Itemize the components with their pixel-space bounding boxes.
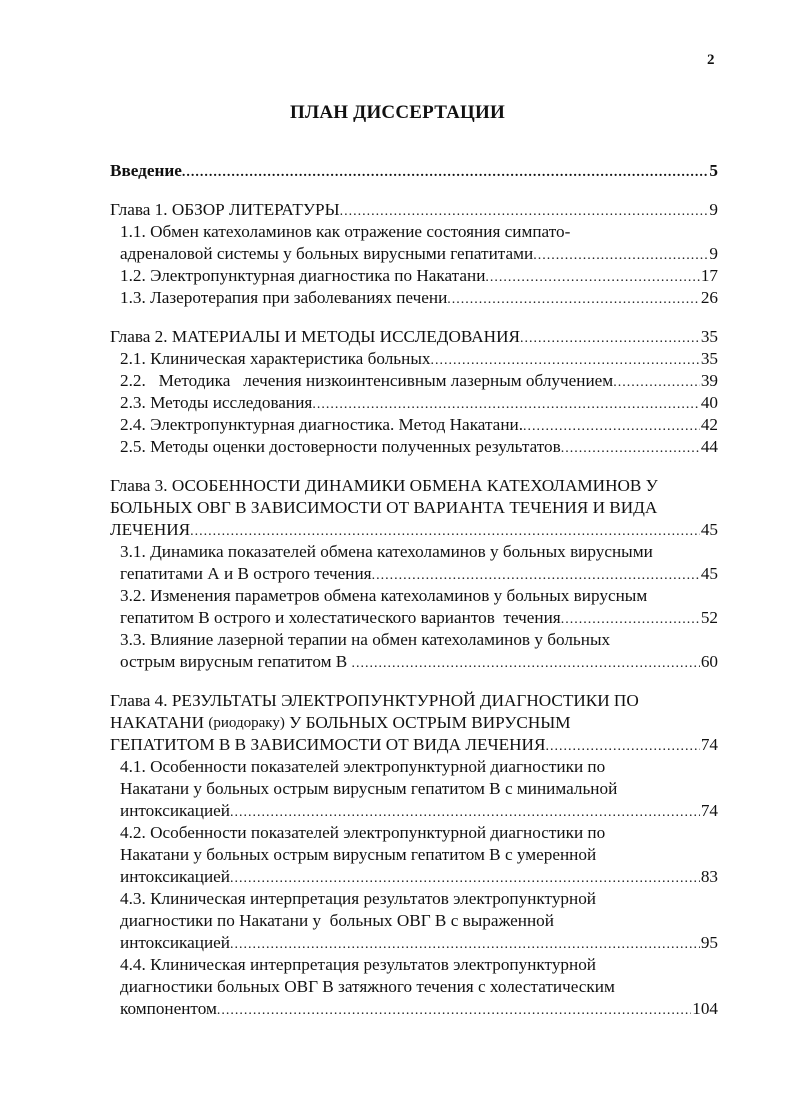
toc-entry-4-2-end [110, 866, 718, 888]
toc-page-number: 83 [700, 867, 718, 886]
toc-entry-4-3-end [110, 932, 718, 954]
dot-leader [561, 611, 700, 629]
toc-chapter-1 [110, 199, 718, 309]
dot-leader [312, 396, 699, 414]
dot-leader [485, 269, 699, 287]
toc-entry-label: 1.3. Лазеротерапия при заболеваниях печени [120, 288, 448, 307]
toc-entry-4-1 [110, 756, 718, 778]
toc-entry-note: (риодораку) [208, 715, 285, 731]
toc-entry-3-2 [110, 585, 718, 607]
chapter-3-heading [110, 475, 718, 497]
toc-page-number: 60 [700, 652, 718, 671]
toc-entry-label: Введение [110, 161, 182, 180]
toc-page-number: 74 [700, 735, 718, 754]
toc-entry-label: компонентом [120, 999, 217, 1018]
toc-entry-intro [110, 160, 718, 182]
toc-entry-3-2-cont [110, 607, 718, 629]
toc-entry-label: гепатитом В острого и холестатического вариантов течения [120, 608, 561, 627]
toc-entry-4-4-end [110, 998, 718, 1020]
toc-entry-label: 4.1. Особенности показателей электропунктурной диагностики по [120, 757, 606, 776]
toc-entry-3-1-cont [110, 563, 718, 585]
dot-leader [340, 203, 709, 221]
toc-entry-3-1 [110, 541, 718, 563]
toc-entry-2-3 [110, 392, 718, 414]
toc-entry-4-4-cont [110, 976, 718, 998]
toc-entry-1-3 [110, 287, 718, 309]
toc-page-number: 44 [700, 437, 718, 456]
table-of-contents [110, 160, 718, 1037]
toc-chapter-4 [110, 690, 718, 1020]
toc-entry-label: 3.3. Влияние лазерной терапии на обмен катехоламинов у больных [120, 630, 611, 649]
toc-entry-label: Накатани у больных острым вирусным гепатитом В с минимальной [120, 779, 618, 798]
toc-entry-label: 2.1. Клиническая характеристика больных [120, 349, 431, 368]
toc-page-number: 35 [700, 349, 718, 368]
toc-entry-label: Глава 4. РЕЗУЛЬТАТЫ ЭЛЕКТРОПУНКТУРНОЙ ДИАГНОСТИКИ ПО [110, 691, 639, 710]
toc-page-number: 9 [709, 244, 718, 263]
toc-entry-label: диагностики больных ОВГ В затяжного течения с холестатическим [120, 977, 615, 996]
toc-page-number: 74 [700, 801, 718, 820]
toc-entry-label: 4.2. Особенности показателей электропунктурной диагностики по [120, 823, 606, 842]
toc-chapter-2 [110, 326, 718, 458]
toc-page-number: 45 [700, 520, 718, 539]
toc-page-number: 104 [692, 999, 718, 1018]
dot-leader [352, 655, 700, 673]
dot-leader [230, 804, 700, 822]
dot-leader [561, 440, 700, 458]
dot-leader [447, 291, 700, 309]
dot-leader [182, 164, 709, 182]
toc-page-number: 26 [700, 288, 718, 307]
toc-entry-label: 2.2. Методика лечения низкоинтенсивным лазерным облучением [120, 371, 614, 390]
toc-entry-label: 1.2. Электропунктурная диагностика по Накатани [120, 266, 486, 285]
toc-entry-label: острым вирусным гепатитом В [120, 652, 352, 671]
chapter-4-heading-cont [110, 712, 718, 734]
dot-leader [190, 523, 700, 541]
toc-entry-label: интоксикацией [120, 933, 230, 952]
toc-entry-label: 4.3. Клиническая интерпретация результатов электропунктурной [120, 889, 596, 908]
page-title: ПЛАН ДИССЕРТАЦИИ [290, 102, 505, 123]
toc-entry-label: интоксикацией [120, 801, 230, 820]
toc-page-number: 39 [700, 371, 718, 390]
toc-entry-2-4 [110, 414, 718, 436]
dot-leader [520, 330, 700, 348]
toc-entry-label: БОЛЬНЫХ ОВГ В ЗАВИСИМОСТИ ОТ ВАРИАНТА ТЕЧЕНИЯ И ВИДА [110, 498, 658, 517]
toc-entry-4-4 [110, 954, 718, 976]
toc-page-number: 95 [700, 933, 718, 952]
toc-entry-label: 3.1. Динамика показателей обмена катехоламинов у больных вирусными [120, 542, 653, 561]
dot-leader [613, 374, 700, 392]
toc-entry-label: 2.5. Методы оценки достоверности полученных результатов [120, 437, 561, 456]
toc-entry-label: Глава 1. ОБЗОР ЛИТЕРАТУРЫ [110, 200, 340, 219]
chapter-4-heading [110, 690, 718, 712]
toc-entry-4-1-end [110, 800, 718, 822]
dot-leader [230, 936, 700, 954]
toc-chapter-3 [110, 475, 718, 673]
toc-entry-label: адреналовой системы у больных вирусными гепатитами [120, 244, 534, 263]
toc-page-number: 52 [700, 608, 718, 627]
toc-entry-1-1 [110, 221, 718, 243]
toc-entry-label: 2.3. Методы исследования [120, 393, 313, 412]
toc-page-number: 42 [700, 415, 718, 434]
toc-entry-2-2 [110, 370, 718, 392]
chapter-3-heading-end [110, 519, 718, 541]
toc-entry-3-3-cont [110, 651, 718, 673]
toc-entry-label: диагностики по Накатани у больных ОВГ В с выраженной [120, 911, 554, 930]
toc-entry-label: Глава 3. ОСОБЕННОСТИ ДИНАМИКИ ОБМЕНА КАТЕХОЛАМИНОВ У [110, 476, 658, 495]
toc-entry-label: 3.2. Изменения параметров обмена катехоламинов у больных вирусным [120, 586, 648, 605]
dot-leader [230, 870, 700, 888]
toc-entry-label: Глава 2. МАТЕРИАЛЫ И МЕТОДЫ ИССЛЕДОВАНИЯ [110, 327, 520, 346]
chapter-1-heading [110, 199, 718, 221]
toc-page-number: 40 [700, 393, 718, 412]
chapter-2-heading [110, 326, 718, 348]
toc-intro [110, 160, 718, 182]
chapter-4-heading-end [110, 734, 718, 756]
toc-entry-label: 4.4. Клиническая интерпретация результатов электропунктурной [120, 955, 596, 974]
toc-entry-4-3 [110, 888, 718, 910]
toc-entry-4-3-cont [110, 910, 718, 932]
chapter-3-heading-cont [110, 497, 718, 519]
toc-entry-label: Накатани у больных острым вирусным гепатитом В с умеренной [120, 845, 597, 864]
toc-entry-label: НАКАТАНИ [110, 713, 209, 732]
toc-page-number: 17 [700, 266, 718, 285]
dot-leader [523, 418, 700, 436]
toc-entry-4-1-cont [110, 778, 718, 800]
dot-leader [430, 352, 699, 370]
dot-leader [533, 247, 708, 265]
toc-page-number: 5 [709, 161, 718, 180]
toc-entry-label: 1.1. Обмен катехоламинов как отражение состояния симпато- [120, 222, 571, 241]
toc-entry-label: ЛЕЧЕНИЯ [110, 520, 191, 539]
toc-entry-1-2 [110, 265, 718, 287]
toc-entry-1-1-cont [110, 243, 718, 265]
toc-entry-2-1 [110, 348, 718, 370]
toc-page-number: 45 [700, 564, 718, 583]
toc-entry-4-2-cont [110, 844, 718, 866]
toc-entry-label: 2.4. Электропунктурная диагностика. Метод Накатани. [120, 415, 524, 434]
dot-leader [545, 738, 699, 756]
toc-entry-4-2 [110, 822, 718, 844]
toc-entry-label: ГЕПАТИТОМ В В ЗАВИСИМОСТИ ОТ ВИДА ЛЕЧЕНИЯ [110, 735, 546, 754]
toc-page-number: 35 [700, 327, 718, 346]
toc-entry-2-5 [110, 436, 718, 458]
dot-leader [372, 567, 700, 585]
toc-entry-3-3 [110, 629, 718, 651]
toc-entry-label: интоксикацией [120, 867, 230, 886]
dot-leader [217, 1002, 691, 1020]
toc-entry-label: У БОЛЬНЫХ ОСТРЫМ ВИРУСНЫМ [284, 713, 571, 732]
toc-page-number: 9 [709, 200, 718, 219]
toc-entry-label: гепатитами А и В острого течения [120, 564, 372, 583]
page-number: 2 [707, 52, 715, 68]
